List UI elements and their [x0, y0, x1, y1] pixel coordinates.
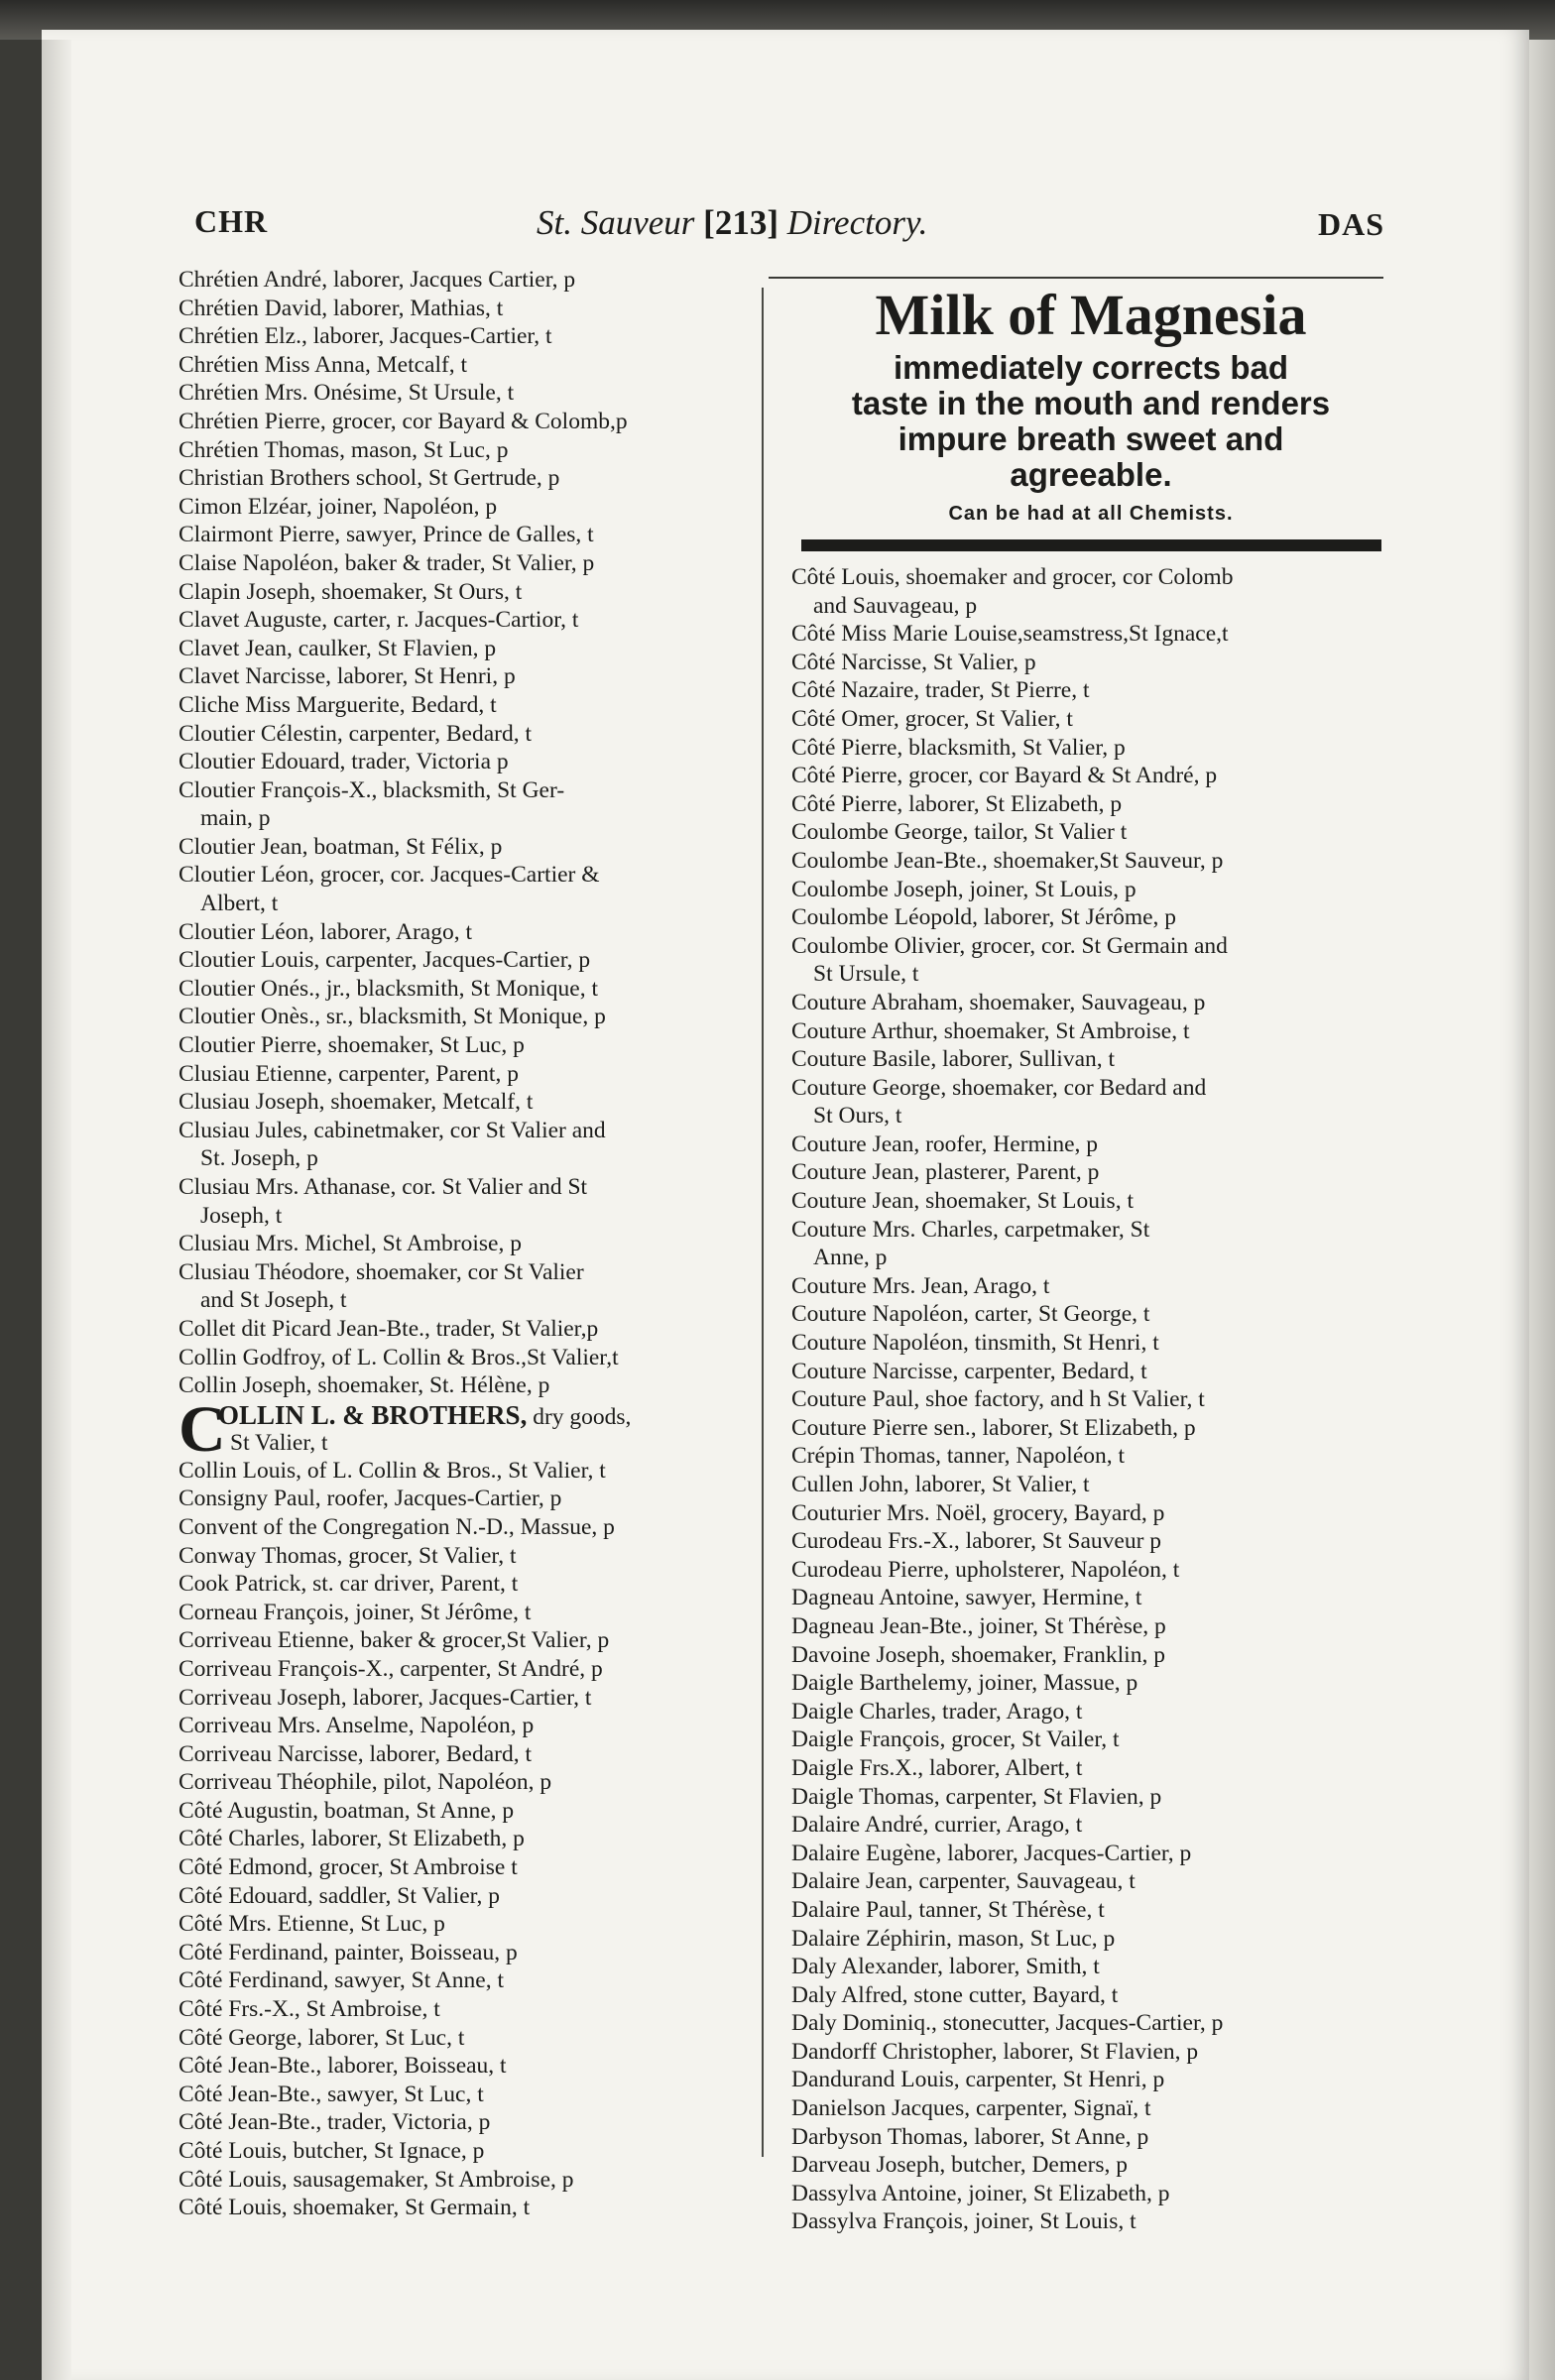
directory-entry: Cloutier Jean, boatman, St Félix, p	[179, 833, 503, 860]
directory-entry: Cloutier François-X., blacksmith, St Ger-	[179, 776, 565, 803]
directory-entry: Côté Nazaire, trader, St Pierre, t	[791, 677, 1090, 704]
directory-entry: Daigle Thomas, carpenter, St Flavien, p	[791, 1783, 1162, 1810]
directory-entry: Dalaire Paul, tanner, St Thérèse, t	[791, 1896, 1105, 1923]
directory-entry-continuation: St. Joseph, p	[200, 1145, 318, 1172]
collin-ad-line1	[218, 1400, 631, 1432]
directory-entry: Chrétien Thomas, mason, St Luc, p	[179, 436, 509, 463]
directory-entry: Chrétien André, laborer, Jacques Cartier, p	[179, 267, 576, 293]
directory-entry: Corneau François, joiner, St Jérôme, t	[179, 1599, 532, 1625]
directory-entry: Dalaire Eugène, laborer, Jacques-Cartier, p	[791, 1840, 1192, 1866]
directory-entry: Daly Alexander, laborer, Smith, t	[791, 1954, 1100, 1980]
directory-entry: Couture Jean, roofer, Hermine, p	[791, 1130, 1099, 1157]
directory-entry: Corriveau Etienne, baker & grocer,St Valier, p	[179, 1627, 610, 1654]
running-header	[194, 203, 1384, 263]
header-title	[537, 203, 927, 243]
directory-entry: Côté Ferdinand, painter, Boisseau, p	[179, 1939, 518, 1965]
directory-entry: Darveau Joseph, butcher, Demers, p	[791, 2152, 1129, 2179]
directory-entry: Côté Frs.-X., St Ambroise, t	[179, 1996, 440, 2023]
directory-entry-continuation: and St Joseph, t	[200, 1287, 347, 1314]
directory-entry: Couture Basile, laborer, Sullivan, t	[791, 1046, 1116, 1073]
directory-entry: Dalaire André, currier, Arago, t	[791, 1812, 1083, 1839]
directory-entry: Clusiau Mrs. Michel, St Ambroise, p	[179, 1231, 522, 1257]
directory-entry: Corriveau Narcisse, laborer, Bedard, t	[179, 1740, 532, 1767]
directory-entry: Coulombe Olivier, grocer, cor. St Germain and	[791, 932, 1228, 959]
directory-entry: Côté Narcisse, St Valier, p	[791, 649, 1036, 675]
directory-entry: Daigle Frs.X., laborer, Albert, t	[791, 1754, 1083, 1781]
directory-entry: Darbyson Thomas, laborer, St Anne, p	[791, 2123, 1149, 2150]
directory-entry: Coulombe Jean-Bte., shoemaker,St Sauveur, p	[791, 847, 1224, 874]
directory-entry: Collin Louis, of L. Collin & Bros., St Valier, t	[179, 1457, 606, 1484]
directory-entry: Christian Brothers school, St Gertrude, p	[179, 465, 560, 492]
left-entries-lower	[179, 1457, 764, 2222]
directory-entry: Cloutier Léon, laborer, Arago, t	[179, 918, 472, 945]
directory-entry: Collet dit Picard Jean-Bte., trader, St Valier,p	[179, 1315, 599, 1342]
directory-entry: Clavet Narcisse, laborer, St Henri, p	[179, 663, 516, 690]
directory-entry: Côté Miss Marie Louise,seamstress,St Ignace,t	[791, 621, 1229, 648]
ad-body-line: taste in the mouth and renders	[851, 385, 1331, 421]
collin-brothers-ad	[179, 1392, 764, 1466]
directory-entry: Clavet Auguste, carter, r. Jacques-Cartior, t	[179, 607, 579, 634]
ad-body-line: impure breath sweet and	[897, 420, 1284, 457]
directory-entry: Couture Pierre sen., laborer, St Elizabeth, p	[791, 1414, 1196, 1441]
directory-entry: Côté Charles, laborer, St Elizabeth, p	[179, 1826, 525, 1852]
directory-entry: Côté Edmond, grocer, St Ambroise t	[179, 1854, 518, 1881]
directory-entry: Danielson Jacques, carpenter, Signaï, t	[791, 2095, 1151, 2122]
directory-entry: Chrétien Pierre, grocer, cor Bayard & Colomb,p	[179, 408, 628, 434]
directory-entry: Corriveau François-X., carpenter, St André, p	[179, 1655, 603, 1682]
directory-entry: Daly Alfred, stone cutter, Bayard, t	[791, 1981, 1119, 2008]
collin-ad-trade: dry goods,	[527, 1403, 632, 1430]
directory-entry: Coulombe Joseph, joiner, St Louis, p	[791, 876, 1136, 902]
directory-entry-continuation: Albert, t	[200, 891, 279, 917]
directory-entry: Daly Dominiq., stonecutter, Jacques-Cartier, p	[791, 2010, 1224, 2037]
directory-entry: Côté Jean-Bte., trader, Victoria, p	[179, 2109, 491, 2136]
directory-entry: Clusiau Joseph, shoemaker, Metcalf, t	[179, 1089, 534, 1116]
directory-entry: Crépin Thomas, tanner, Napoléon, t	[791, 1443, 1126, 1470]
directory-entry: Côté Augustin, boatman, St Anne, p	[179, 1797, 515, 1824]
directory-entry: Côté Louis, shoemaker and grocer, cor Colomb	[791, 564, 1234, 590]
directory-entry: Conway Thomas, grocer, St Valier, t	[179, 1542, 517, 1569]
right-entries	[791, 563, 1386, 2236]
directory-entry: Dandorff Christopher, laborer, St Flavien, p	[791, 2038, 1199, 2065]
directory-entry-continuation: and Sauvageau, p	[813, 592, 978, 619]
directory-entry: Clusiau Etienne, carpenter, Parent, p	[179, 1060, 519, 1087]
directory-entry: Coulombe Léopold, laborer, St Jérôme, p	[791, 904, 1177, 931]
directory-entry: Couture Mrs. Jean, Arago, t	[791, 1272, 1050, 1299]
directory-entry: Dalaire Jean, carpenter, Sauvageau, t	[791, 1868, 1136, 1895]
directory-entry: Côté Edouard, saddler, St Valier, p	[179, 1882, 501, 1909]
directory-entry: Dalaire Zéphirin, mason, St Luc, p	[791, 1925, 1116, 1952]
header-title-pre: St. Sauveur	[537, 203, 704, 242]
directory-entry-continuation: main, p	[200, 805, 271, 832]
directory-entry: Cloutier Pierre, shoemaker, St Luc, p	[179, 1032, 525, 1059]
right-column	[791, 563, 1386, 2236]
header-left-guide: CHR	[194, 203, 269, 239]
directory-entry: Curodeau Pierre, upholsterer, Napoléon, t	[791, 1556, 1180, 1583]
directory-entry: Côté George, laborer, St Luc, t	[179, 2024, 465, 2051]
directory-entry: Côté Jean-Bte., laborer, Boisseau, t	[179, 2053, 507, 2080]
advertisement-box	[788, 283, 1393, 551]
directory-entry: Davoine Joseph, shoemaker, Franklin, p	[791, 1641, 1165, 1668]
directory-entry: Côté Louis, shoemaker, St Germain, t	[179, 2195, 531, 2221]
page-edge	[1529, 40, 1555, 2380]
directory-entry: Collin Joseph, shoemaker, St. Hélène, p	[179, 1372, 550, 1399]
directory-entry: Cloutier Onés., jr., blacksmith, St Monique, t	[179, 975, 598, 1002]
directory-entry-continuation: Joseph, t	[200, 1202, 283, 1229]
directory-entry: Daigle Barthelemy, joiner, Massue, p	[791, 1670, 1138, 1697]
header-title-post: Directory.	[778, 203, 928, 242]
directory-entry: Corriveau Théophile, pilot, Napoléon, p	[179, 1769, 552, 1796]
directory-entry: Cliche Miss Marguerite, Bedard, t	[179, 691, 497, 718]
directory-entry-continuation: St Ursule, t	[813, 961, 919, 988]
directory-entry: Cimon Elzéar, joiner, Napoléon, p	[179, 493, 498, 520]
directory-entry: Côté Pierre, blacksmith, St Valier, p	[791, 734, 1126, 761]
directory-entry: Côté Omer, grocer, St Valier, t	[791, 705, 1073, 732]
directory-entry: Daigle Charles, trader, Arago, t	[791, 1698, 1083, 1725]
ad-footer: Can be had at all Chemists.	[948, 503, 1234, 525]
directory-entry: Couture George, shoemaker, cor Bedard and	[791, 1074, 1207, 1101]
directory-entry: Chrétien Elz., laborer, Jacques-Cartier, t	[179, 323, 552, 350]
ad-body-line: agreeable.	[1010, 456, 1172, 493]
header-rule	[769, 277, 1383, 279]
directory-entry: Claise Napoléon, baker & trader, St Valier, p	[179, 549, 595, 576]
directory-entry: Couture Jean, plasterer, Parent, p	[791, 1159, 1100, 1186]
directory-entry: Chrétien Mrs. Onésime, St Ursule, t	[179, 380, 515, 407]
directory-entry: Clusiau Théodore, shoemaker, cor St Valier	[179, 1258, 584, 1285]
directory-entry: Couture Napoléon, carter, St George, t	[791, 1301, 1150, 1328]
directory-entry: Dagneau Jean-Bte., joiner, St Thérèse, p	[791, 1612, 1166, 1639]
directory-entry: Curodeau Frs.-X., laborer, St Sauveur p	[791, 1528, 1162, 1555]
directory-entry: Dassylva François, joiner, St Louis, t	[791, 2208, 1136, 2235]
left-column	[179, 266, 764, 2222]
directory-entry: Corriveau Mrs. Anselme, Napoléon, p	[179, 1713, 535, 1739]
directory-entry: Couture Arthur, shoemaker, St Ambroise, t	[791, 1017, 1190, 1044]
directory-entry: Dandurand Louis, carpenter, St Henri, p	[791, 2067, 1165, 2093]
directory-entry: Convent of the Congregation N.-D., Massue, p	[179, 1513, 615, 1540]
collin-ad-address: St Valier, t	[230, 1429, 328, 1456]
collin-ad-name: OLLIN L. & BROTHERS,	[218, 1399, 528, 1430]
directory-entry: Collin Godfroy, of L. Collin & Bros.,St Valier,t	[179, 1344, 619, 1370]
directory-entry: Corriveau Joseph, laborer, Jacques-Cartier, t	[179, 1684, 592, 1711]
directory-entry: Couturier Mrs. Noël, grocery, Bayard, p	[791, 1499, 1165, 1526]
directory-entry: Cloutier Léon, grocer, cor. Jacques-Cartier &	[179, 862, 600, 889]
directory-entry: Clairmont Pierre, sawyer, Prince de Galles, t	[179, 522, 594, 548]
directory-entry: Couture Jean, shoemaker, St Louis, t	[791, 1188, 1134, 1215]
directory-entry: Coulombe George, tailor, St Valier t	[791, 819, 1128, 846]
directory-entry: Chrétien Miss Anna, Metcalf, t	[179, 351, 468, 378]
ad-title: Milk of Magnesia	[875, 283, 1307, 347]
directory-entry-continuation: St Ours, t	[813, 1103, 902, 1130]
directory-entry-continuation: Anne, p	[813, 1245, 888, 1271]
directory-entry: Cook Patrick, st. car driver, Parent, t	[179, 1571, 519, 1598]
directory-entry: Couture Mrs. Charles, carpetmaker, St	[791, 1216, 1150, 1243]
page-binding	[42, 40, 71, 2380]
directory-entry: Côté Pierre, laborer, St Elizabeth, p	[791, 790, 1123, 817]
directory-entry: Couture Napoléon, tinsmith, St Henri, t	[791, 1330, 1159, 1357]
ad-rule	[801, 539, 1381, 551]
directory-entry: Cullen John, laborer, St Valier, t	[791, 1472, 1090, 1497]
directory-entry: Cloutier Célestin, carpenter, Bedard, t	[179, 720, 533, 747]
header-right-guide: DAS	[1317, 206, 1384, 242]
directory-entry: Côté Louis, butcher, St Ignace, p	[179, 2138, 485, 2164]
directory-entry: Dassylva Antoine, joiner, St Elizabeth, p	[791, 2180, 1170, 2206]
directory-entry: Côté Jean-Bte., sawyer, St Luc, t	[179, 2081, 484, 2107]
directory-entry: Clapin Joseph, shoemaker, St Ours, t	[179, 578, 523, 605]
collin-ad-initial: C	[179, 1392, 226, 1466]
directory-entry: Consigny Paul, roofer, Jacques-Cartier, p	[179, 1486, 562, 1512]
directory-entry: Côté Mrs. Etienne, St Luc, p	[179, 1911, 445, 1938]
directory-entry: Couture Narcisse, carpenter, Bedard, t	[791, 1358, 1147, 1384]
directory-entry: Chrétien David, laborer, Mathias, t	[179, 295, 504, 321]
directory-entry: Côté Ferdinand, sawyer, St Anne, t	[179, 1967, 505, 1994]
directory-entry: Clusiau Jules, cabinetmaker, cor St Valier and	[179, 1117, 606, 1143]
ad-body	[788, 350, 1393, 493]
directory-entry: Clavet Jean, caulker, St Flavien, p	[179, 635, 497, 661]
left-entries-upper	[179, 266, 764, 1400]
directory-entry: Clusiau Mrs. Athanase, cor. St Valier and St	[179, 1174, 588, 1200]
directory-entry: Couture Paul, shoe factory, and h St Valier, t	[791, 1386, 1205, 1413]
directory-entry: Côté Pierre, grocer, cor Bayard & St André, p	[791, 763, 1218, 789]
directory-entry: Couture Abraham, shoemaker, Sauvageau, p	[791, 989, 1206, 1015]
directory-entry: Daigle François, grocer, St Vailer, t	[791, 1726, 1120, 1753]
directory-entry: Cloutier Edouard, trader, Victoria p	[179, 749, 509, 775]
directory-entry: Cloutier Louis, carpenter, Jacques-Cartier, p	[179, 947, 591, 974]
ad-body-line: immediately corrects bad	[894, 349, 1288, 386]
directory-entry: Cloutier Onès., sr., blacksmith, St Monique, p	[179, 1004, 606, 1030]
directory-entry: Côté Louis, sausagemaker, St Ambroise, p	[179, 2166, 574, 2193]
page-number: [213]	[703, 203, 778, 242]
directory-entry: Dagneau Antoine, sawyer, Hermine, t	[791, 1585, 1142, 1611]
